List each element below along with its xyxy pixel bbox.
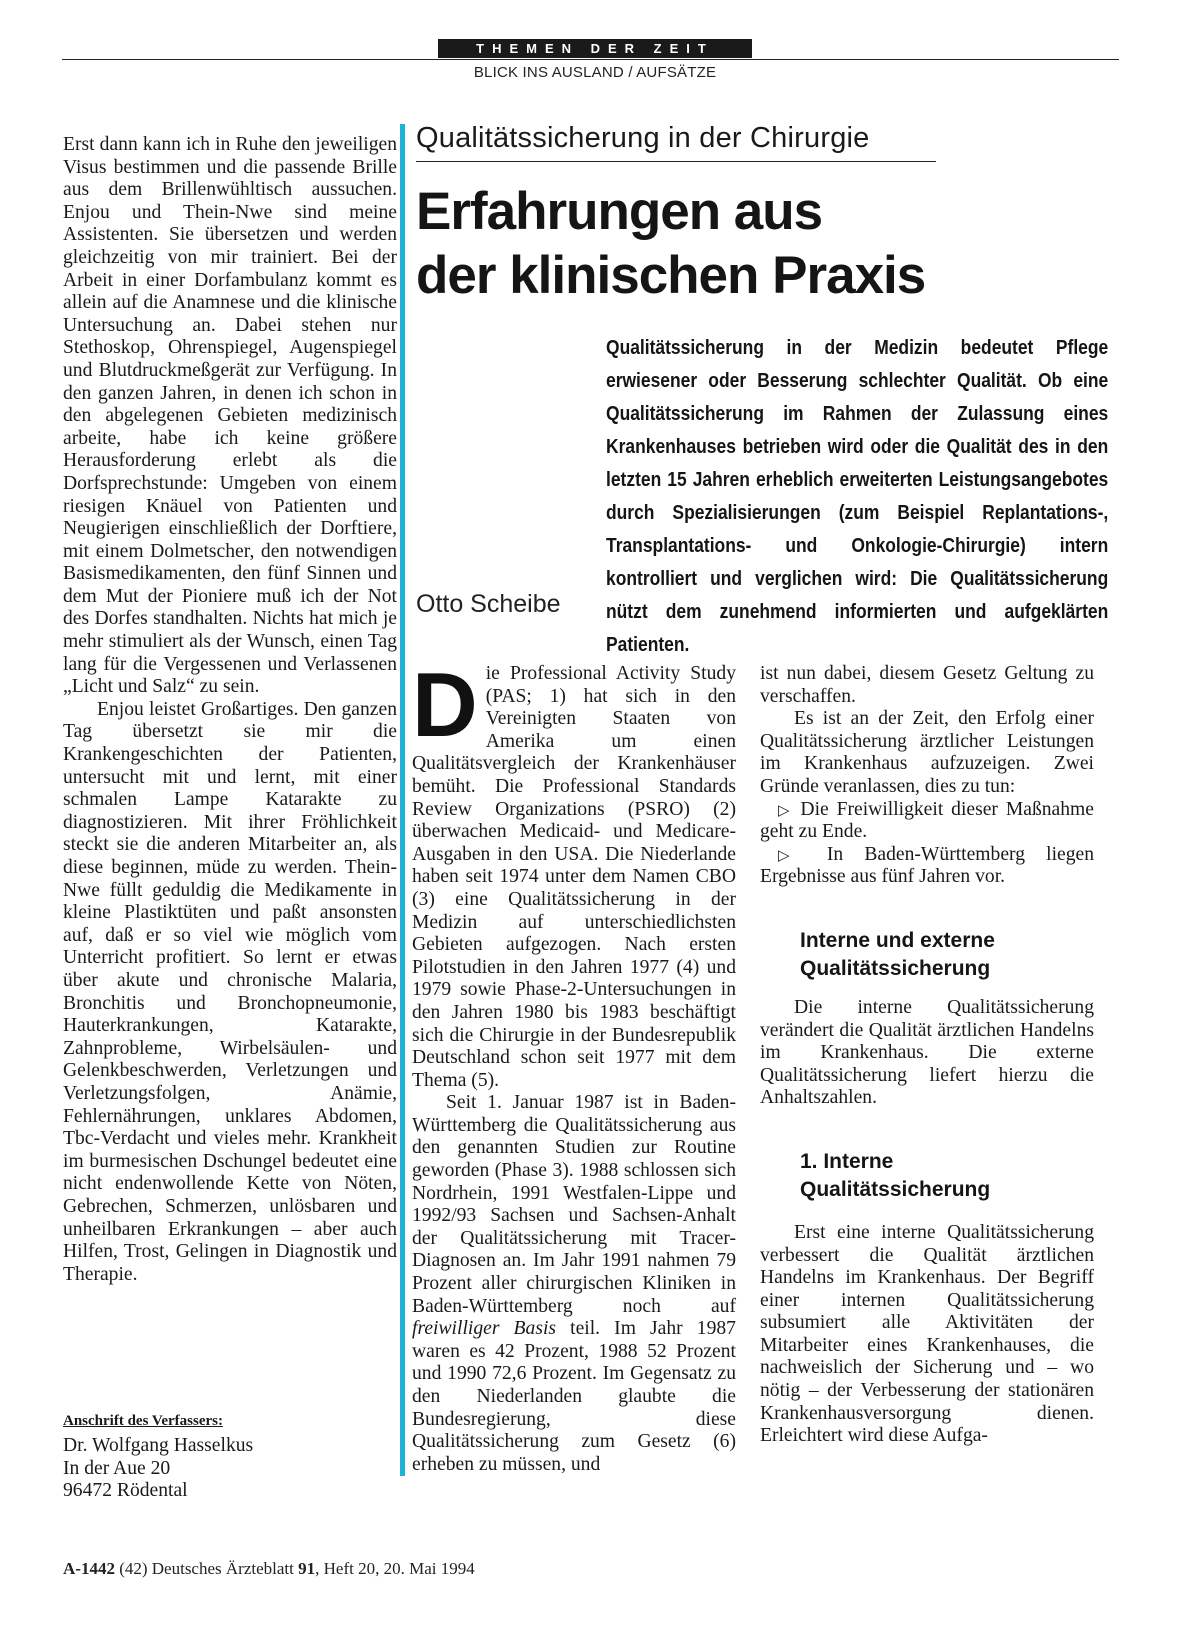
- page-number: A-1442: [63, 1559, 115, 1578]
- subheading-intern-extern: [800, 927, 1094, 983]
- middle-paragraph-1-text: ie Professional Activity Study (PAS; 1) hat sich in den Vereinigten Staaten von Amerika um einen Qualitätsvergleich der Krankenhäuser bemüht. Die Professional Standards Review Organizations (PSRO) (2) überwachen Medicaid- und Medicare-Ausgaben in den USA. Die Niederlande haben seit 1974 unter dem Namen CBO (3) eine Qualitätssicherung in der Medizin auf unterschiedlichsten Gebieten aufgezogen. Nach ersten Pilotstudien in den Jahren 1977 (4) und 1979 sowie Phase-2-Untersuchungen in den Jahren 1980 bis 1983 beschäftigt sich die Chirurgie in der Bundesrepublik Deutschland schon seit 1977 mit dem Thema (5).: [412, 663, 736, 1091]
- title-line-2: der klinischen Praxis: [416, 246, 926, 305]
- title-line-1: Erfahrungen aus: [416, 182, 823, 241]
- triangle-bullet-icon: ▷: [778, 845, 806, 864]
- bullet-item-1: [760, 799, 1094, 844]
- address-name: Dr. Wolfgang Hasselkus: [63, 1435, 254, 1456]
- bullet-item-2: [760, 844, 1094, 889]
- address-city: 96472 Rödental: [63, 1480, 188, 1502]
- left-column: [63, 134, 397, 1286]
- drop-cap: D: [412, 655, 478, 756]
- page-footer: [63, 1559, 475, 1579]
- subheading-1-line-2: Qualitätssicherung: [800, 956, 991, 980]
- subheading-2-line-2: Qualitätssicherung: [800, 1177, 991, 1201]
- middle-paragraph-2-text-b: teil. Im Jahr 1987 waren es 42 Prozent, 1988 52 Prozent und 1990 72,6 Prozent. Im Gegensatz zu den Niederlanden glaubte die Bundesregierung, diese Qualitätssicherung zum Gesetz (6) erheben zu müssen, und: [412, 1318, 736, 1475]
- left-paragraph-2: Enjou leistet Großartiges. Den ganzen Tag übersetzt sie mir die Krankengeschichten der Patienten, untersucht mit und lernt, mit einer schmalen Lampe Katarakte zu diagnostizieren. Mit ihrer Fröhlichkeit steckt sie die anderen Mitarbeiter an, als diese beginnen, müde zu werden. Thein-Nwe füllt geduldig die Medikamente in kleine Plastiktüten und paßt ansonsten auf, daß er so viel wie möglich vom Unterricht profitiert. So lernt er etwas über akute und chronische Malaria, Bronchitis und Bronchopneumonie, Hauterkrankungen, Katarakte, Zahnprobleme, Wirbelsäulen- und Gelenkbeschwerden, Verletzungen und Verletzungsfolgen, Anämie, Fehlernährungen, unklares Abdomen, Tbc-Verdacht und vieles mehr. Krankheit im burmesischen Dschungel bedeutet eine nicht endenwollende Kette von Nöten, Gebrechen, Schmerzen, unlösbaren und unheilbaren Erkrankungen – aber auch Hilfen, Trost, Gelingen in Diagnostik und Therapie.: [63, 698, 397, 1285]
- bullet-item-2-text: In Baden-Württemberg liegen Ergebnisse aus fünf Jahren vor.: [760, 843, 1094, 888]
- address-heading: Anschrift des Verfassers:: [63, 1413, 223, 1429]
- bullet-item-1-text: Die Freiwilligkeit dieser Maßnahme geht zu Ende.: [760, 798, 1094, 843]
- article-title: [416, 180, 1056, 308]
- article-lead: Qualitätssicherung in der Medizin bedeutet Pflege erwiesener oder Besserung schlechter Qualität. Ob eine Qualitätssicherung im Rahmen der Zulassung eines Krankenhauses betrieben wird oder die Qualität des in den letzten 15 Jahren erheblich erweiterten Leistungsangebotes durch Spezialisierungen (zum Beispiel Replantations-, Transplantations- und Onkologie-Chirurgie) intern kontrolliert und verglichen wird: Die Qualitätssicherung nützt dem zunehmend informierten und aufgeklärten Patienten.: [606, 337, 1109, 656]
- right-paragraph-4: Erst eine interne Qualitätssicherung verbessert die Qualität ärztlichen Handelns im Krankenhaus. Der Begriff einer internen Qualitätssicherung subsumiert alle Aktivitäten der Mitarbeiter eines Krankenhauses, die nachweislich der Sicherung und – wo nötig – der Verbesserung der stationären Krankenhausversorgung dienen. Erleichtert wird diese Aufga-: [760, 1221, 1094, 1447]
- left-paragraph-1: Erst dann kann ich in Ruhe den jeweiligen Visus bestimmen und die passende Brille aus dem Brillenwühltisch aussuchen. Enjou und Thein-Nwe sind meine Assistenten. Sie übersetzen und werden gleichzeitig von mir trainiert. Bei der Arbeit in einer Dorfambulanz kommt es allein auf die Anamnese und die klinische Untersuchung an. Dabei stehen nur Stethoskop, Ohrenspiegel, Augenspiegel und Blutdruckmeßgerät zur Verfügung. In den ganzen Jahren, in denen ich schon in den abgelegenen Gebieten medizinisch arbeite, habe ich keine größere Herausforderung erlebt als die Dorfsprechstunde: Umgeben von einem riesigen Knäuel von Patienten und Neugierigen einschließlich der Dorftiere, mit einem Dolmetscher, den notwendigen Basismedikamenten, den fünf Sinnen und dem Mut der Pioniere muß ich der Not des Dorfes standhalten. Nichts hat mich je mehr stimuliert als der Wunsch, einen Tag lang für die Vergessenen und Verlassenen „Licht und Salz“ zu sein.: [63, 134, 397, 698]
- emphasis-text: freiwilliger Basis: [412, 1318, 557, 1340]
- volume-number: 91: [298, 1559, 316, 1578]
- author-address: [63, 1435, 253, 1503]
- right-column: [760, 663, 1094, 1448]
- article-kicker: Qualitätssicherung in der Chirurgie: [416, 122, 936, 162]
- header-rule: [62, 59, 1119, 60]
- subheading-interne: [800, 1148, 1094, 1204]
- subheading-2-line-1: 1. Interne: [800, 1149, 894, 1173]
- middle-paragraph-1: [412, 655, 736, 1092]
- article-author: Otto Scheibe: [416, 590, 561, 618]
- middle-column: [412, 655, 736, 1476]
- right-paragraph-3: Die interne Qualitätssicherung verändert die Qualität ärztlichen Handelns im Krankenhaus. Die externe Qualitätssicherung liefert hierzu die Anhaltszahlen.: [760, 996, 1094, 1109]
- triangle-bullet-icon: ▷: [778, 800, 793, 819]
- subsection-label: BLICK INS AUSLAND / AUFSÄTZE: [473, 64, 717, 81]
- right-paragraph-2: Es ist an der Zeit, den Erfolg einer Qualitätssicherung ärztlicher Leistungen im Krankenhaus aufzuzeigen. Zwei Gründe veranlassen, dies zu tun:: [760, 708, 1094, 797]
- middle-paragraph-2-text-a: Seit 1. Januar 1987 ist in Baden-Württemberg die Qualitätssicherung aus den genannten Studien zur Routine geworden (Phase 3). 1988 schlossen sich Nordrhein, 1991 Westfalen-Lippe und 1992/93 Sachsen und Sachsen-Anhalt der Qualitätssicherung mit Tracer-Diagnosen an. Im Jahr 1991 nahmen 79 Prozent aller chirurgischen Kliniken in Baden-Württemberg noch auf: [412, 1092, 736, 1317]
- right-paragraph-1: ist nun dabei, diesem Gesetz Geltung zu verschaffen.: [760, 663, 1094, 707]
- accent-bar: [400, 124, 405, 1476]
- address-street: In der Aue 20: [63, 1457, 171, 1479]
- issue-date: , Heft 20, 20. Mai 1994: [315, 1559, 475, 1578]
- middle-paragraph-2: [412, 1092, 736, 1476]
- journal-name: (42) Deutsches Ärzteblatt: [119, 1559, 294, 1578]
- section-banner: THEMEN DER ZEIT: [438, 39, 752, 58]
- subheading-1-line-1: Interne und externe: [800, 928, 995, 952]
